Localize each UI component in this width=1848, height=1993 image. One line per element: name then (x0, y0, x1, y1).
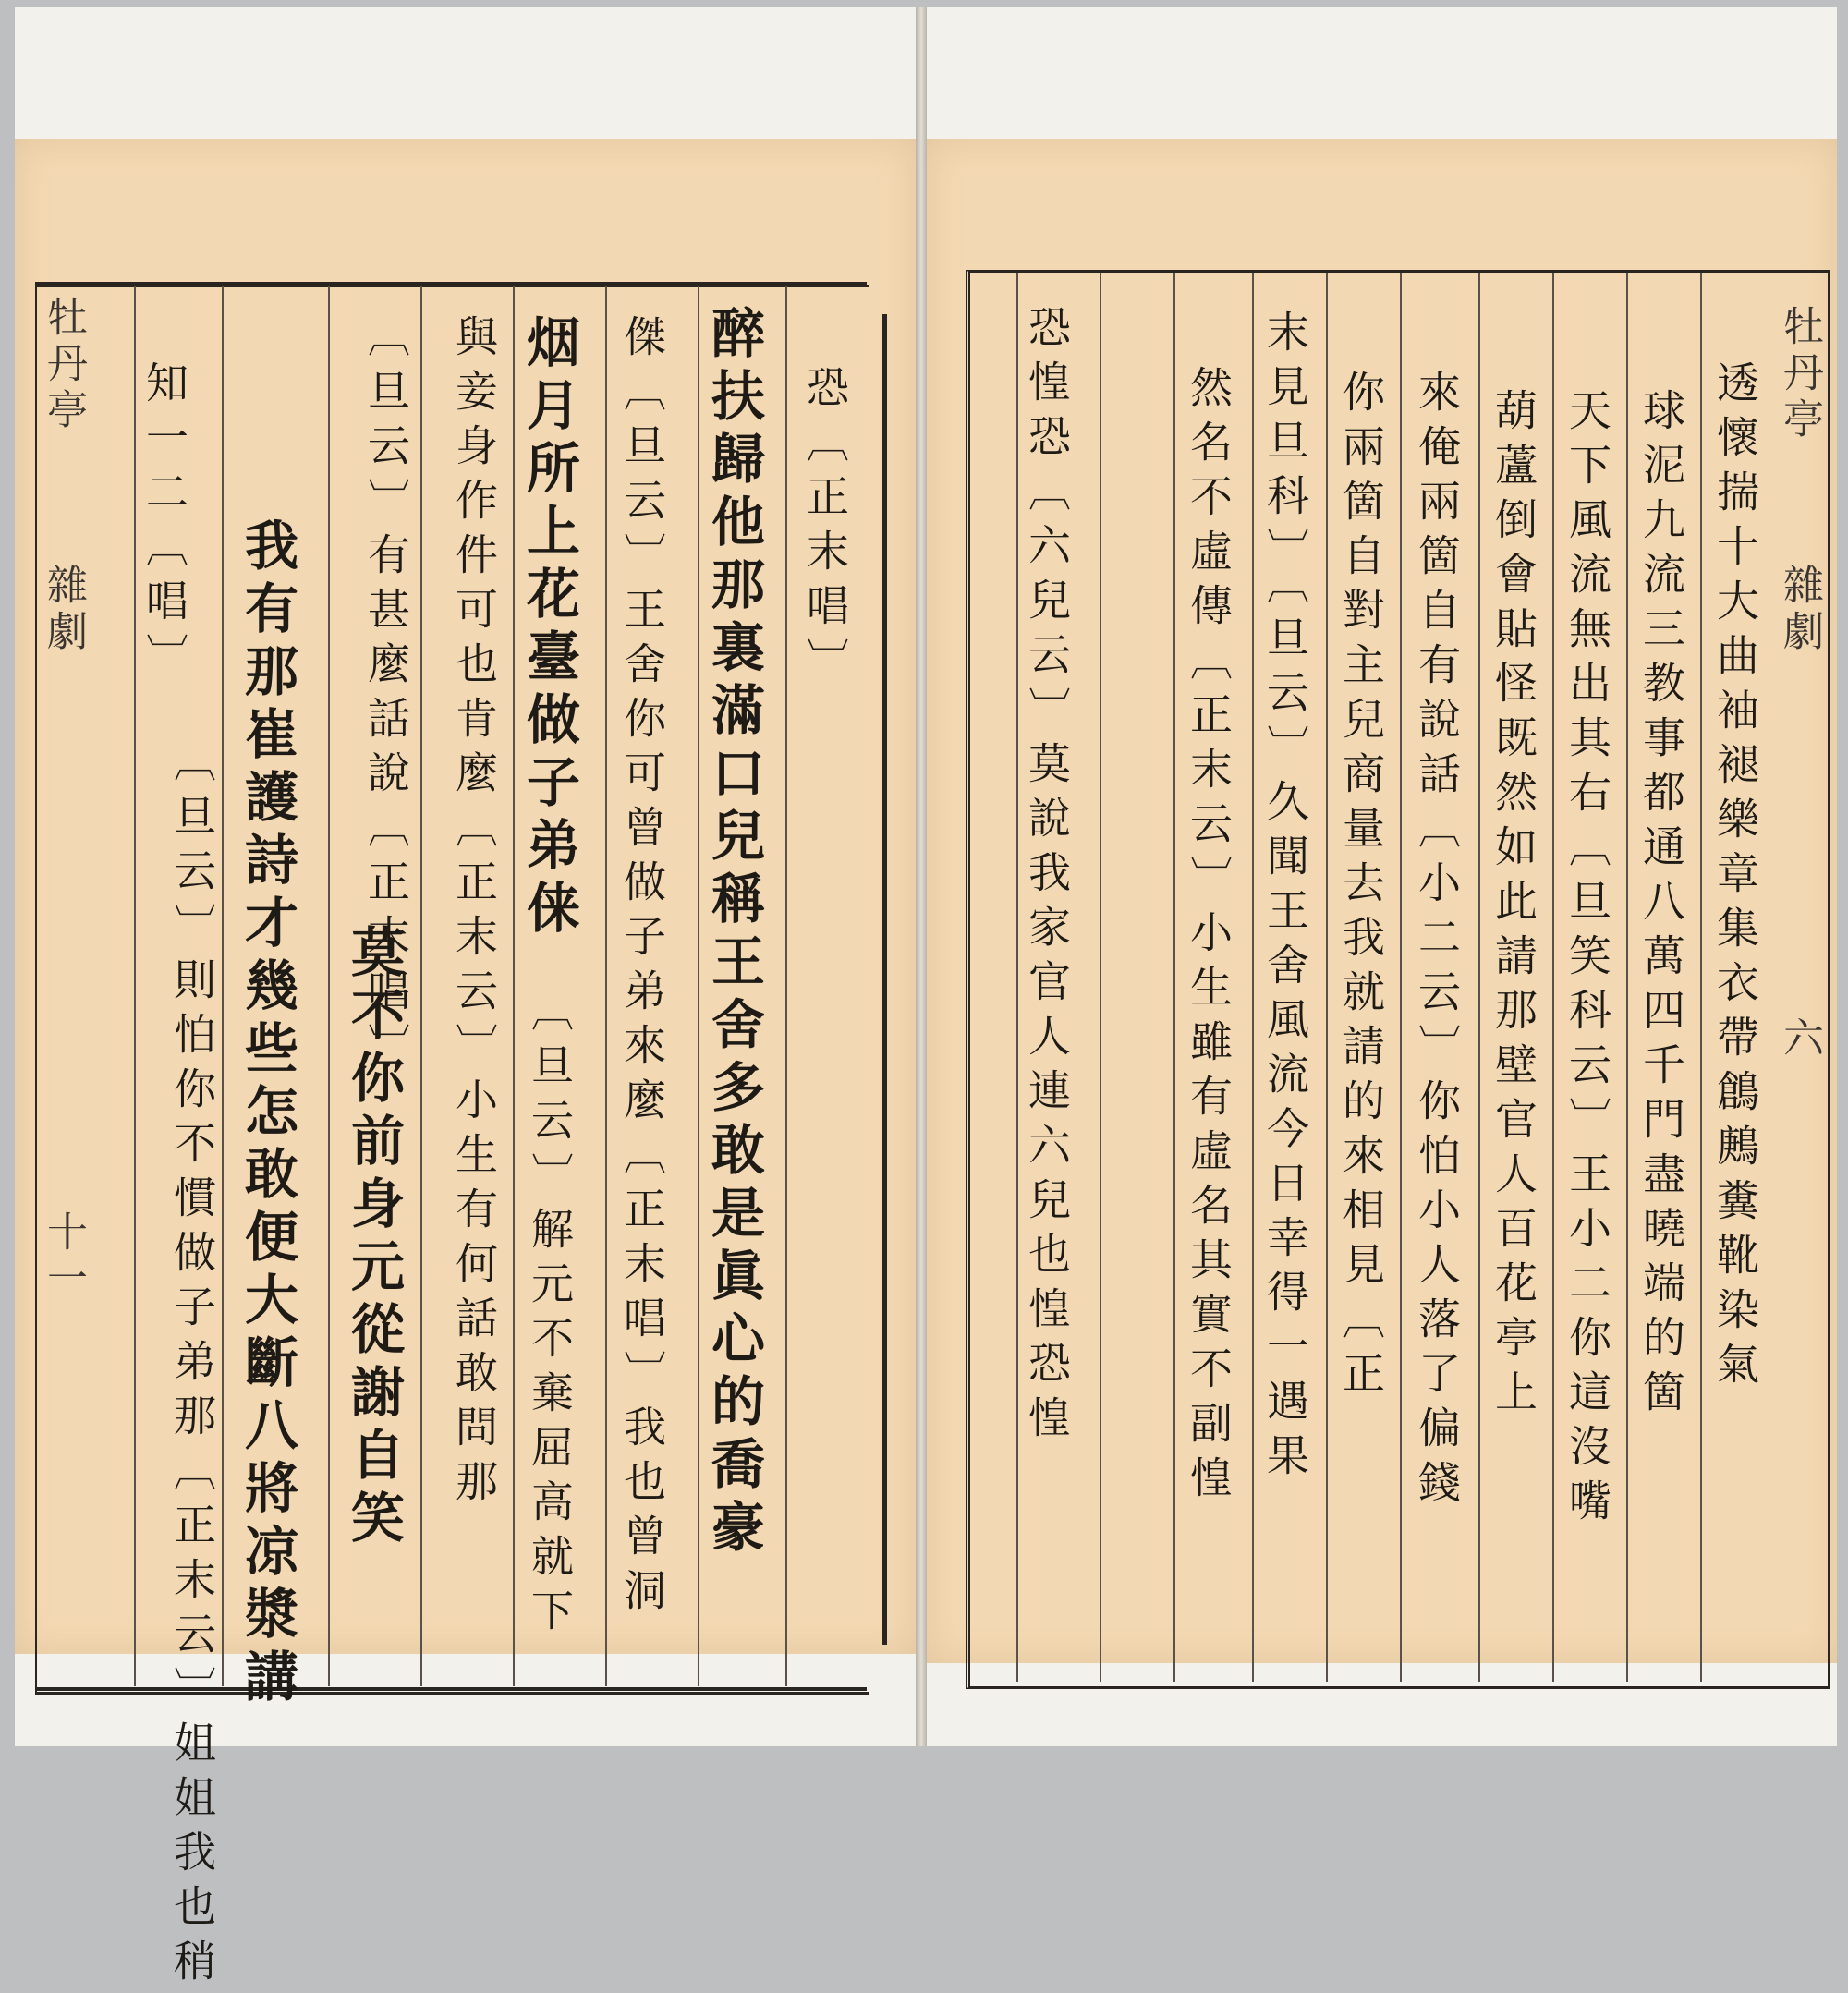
text-column: 末見旦科〕〔旦云〕久聞王舍風流今日幸得一遇果 (1260, 310, 1310, 1488)
text-column: 恐惶恐〔六兒云〕莫說我家官人連六兒也惶恐惶 (1022, 305, 1072, 1450)
text-column: 然名不虛傳〔正末云〕小生雖有虛名其實不副惶 (1184, 365, 1234, 1510)
column-rule (134, 286, 136, 1686)
column-rule (1478, 273, 1480, 1682)
column-rule (1552, 273, 1554, 1682)
text-column: 傑〔旦云〕王舍你可曾做子弟來麼〔正末唱〕我也曾洞 (617, 314, 667, 1622)
right-page-top-margin (927, 7, 1837, 146)
left-margin-page: 十一 (40, 1210, 87, 1303)
text-column: 〔旦云〕有甚麼話說〔正末唱〕 (361, 314, 411, 1077)
text-column: 醉扶歸他那裏滿口兒稱王舍多敢是眞心的喬豪 (702, 305, 765, 1562)
text-column: 球泥九流三教事都通八萬四千門盡曉端的箇 (1636, 388, 1686, 1424)
column-rule (698, 286, 699, 1686)
left-margin-title: 牡丹亭 (40, 296, 87, 434)
book-gutter (916, 7, 927, 1746)
right-margin-category: 雜劇 (1776, 564, 1823, 656)
text-column-continuation: 莫不你前身元從謝自笑 (342, 924, 405, 1552)
column-rule (1252, 273, 1254, 1682)
column-rule (1100, 273, 1101, 1682)
text-column: 天下風流無出其右〔旦笑科云〕王小二你這沒嘴 (1562, 388, 1612, 1533)
text-column: 與妾身作件可也肯麼〔正末云〕小生有何話敢問那 (449, 314, 499, 1513)
left-top-border (35, 282, 867, 286)
right-margin-title: 牡丹亭 (1776, 305, 1823, 444)
text-column: 透懷揣十大曲袖褪樂章集衣帶鶬鶊糞靴染氣 (1710, 360, 1760, 1396)
text-column: 知一二〔唱〕 (140, 360, 189, 687)
column-rule (785, 286, 787, 1686)
text-column: 來俺兩箇自有說話〔小二云〕你怕小人落了偏錢 (1412, 370, 1462, 1514)
left-page-top-margin (15, 7, 916, 146)
column-rule (222, 286, 224, 1686)
left-margin-category: 雜劇 (40, 564, 87, 656)
left-bottom-border (35, 1687, 867, 1691)
column-rule (420, 286, 422, 1686)
left-thick-rule (882, 314, 887, 1645)
text-column-continuation: 〔旦云〕解元不棄屈高就下 (525, 989, 575, 1643)
column-rule (1400, 273, 1402, 1682)
text-column: 烟月所上花臺做子弟俫 (517, 314, 580, 942)
column-rule (1626, 273, 1628, 1682)
column-rule (1326, 273, 1328, 1682)
text-column: 你兩箇自對主兒商量去我就請的來相見〔正 (1336, 370, 1386, 1405)
column-rule (513, 286, 515, 1686)
column-rule (328, 286, 330, 1686)
text-column: 我有那崔護詩才幾些怎敢便大斷八將凉漿講 (236, 517, 298, 1711)
column-rule (1016, 273, 1018, 1682)
text-column: 葫蘆倒會貼怪既然如此請那壁官人百花亭上 (1489, 388, 1538, 1424)
text-column: 恐〔正末唱〕 (800, 365, 850, 692)
right-margin-page: 六 (1776, 1016, 1823, 1063)
text-column: 〔旦云〕則怕你不慣做子弟那〔正末云〕姐姐我也稍 (167, 739, 217, 1993)
column-rule (605, 286, 607, 1686)
column-rule (1700, 273, 1702, 1682)
column-rule (1173, 273, 1175, 1682)
